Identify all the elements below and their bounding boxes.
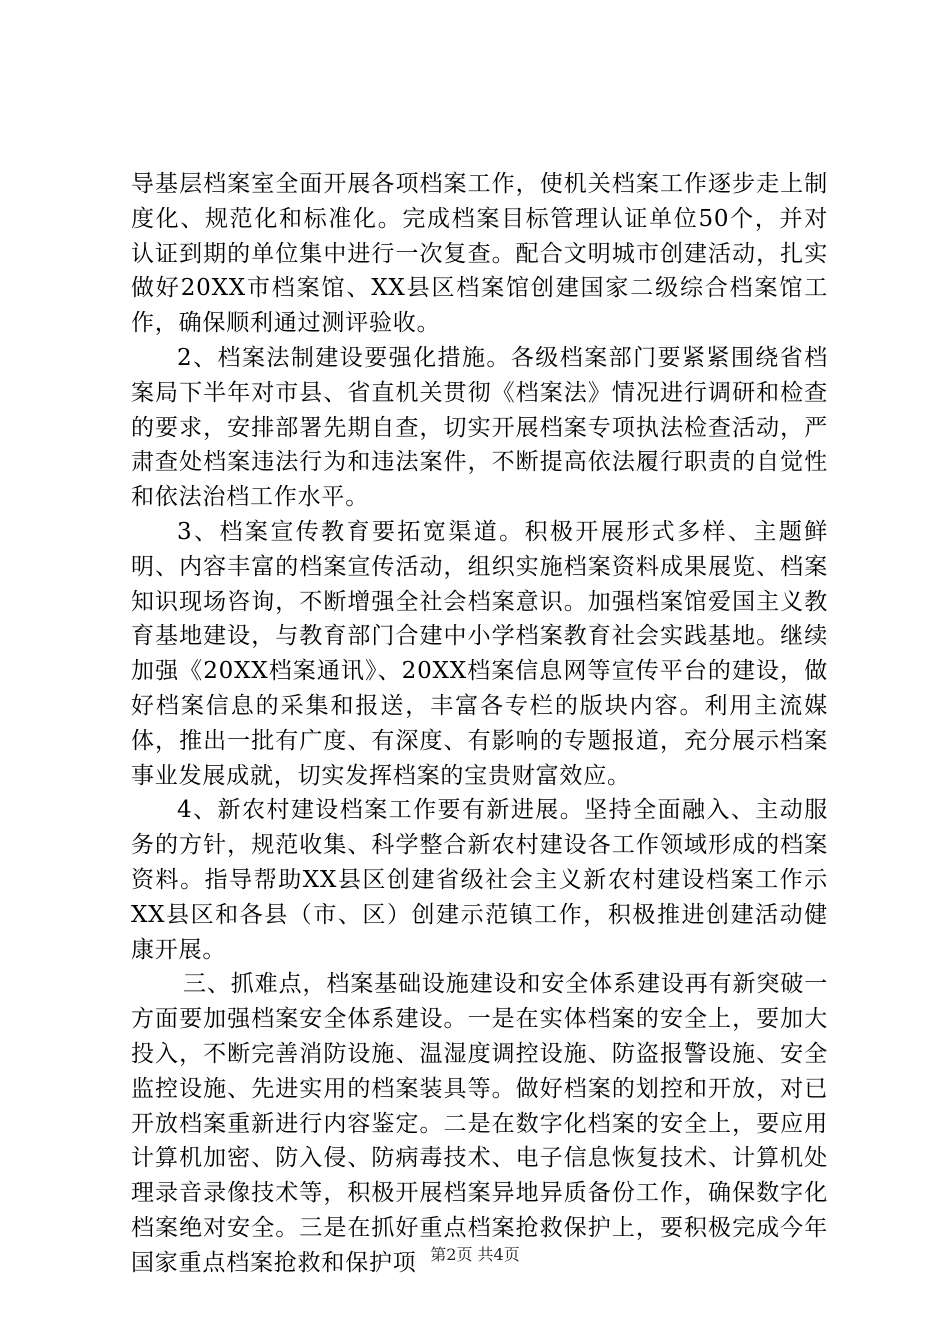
paragraph-item-3: 3、档案宣传教育要拓宽渠道。积极开展形式多样、主题鲜明、内容丰富的档案宣传活动，组织实施档案资料成果展览、档案知识现场咨询，不断增强全社会档案意识。加强档案馆爱国主义教育基地建设，与教育部门合建中小学档案教育社会实践基地。继续加强《20XX档案通讯》、20XX档案信息网等宣传平台的建设，做好档案信息的采集和报送，丰富各专栏的版块内容。利用主流媒体，推出一批有广度、有深度、有影响的专题报道，充分展示档案事业发展成就，切实发挥档案的宝贵财富效应。: [131, 518, 828, 789]
paragraph-item-4: 4、新农村建设档案工作要有新进展。坚持全面融入、主动服务的方针，规范收集、科学整合新农村建设各工作领域形成的档案资料。指导帮助XX县区创建省级社会主义新农村建设档案工作示XX县区和各县（市、区）创建示范镇工作，积极推进创建活动健康开展。: [131, 797, 828, 963]
paragraph-item-2: 2、档案法制建设要强化措施。各级档案部门要紧紧围绕省档案局下半年对市县、省直机关贯彻《档案法》情况进行调研和检查的要求，安排部署先期自查，切实开展档案专项执法检查活动，严肃查处档案违法行为和违法案件，不断提高依法履行职责的自觉性和依法治档工作水平。: [131, 344, 828, 511]
document-body: [131, 167, 828, 1281]
page-footer: [0, 1245, 950, 1265]
paragraph-continuation: 导基层档案室全面开展各项档案工作，使机关档案工作逐步走上制度化、规范化和标准化。完成档案目标管理认证单位50个，并对认证到期的单位集中进行一次复查。配合文明城市创建活动，扎实做好20XX市档案馆、XX县区档案馆创建国家二级综合档案馆工作，确保顺利通过测评验收。: [131, 171, 828, 337]
paragraph-section-3: 三、抓难点，档案基础设施建设和安全体系建设再有新突破一方面要加强档案安全体系建设。一是在实体档案的安全上，要加大投入，不断完善消防设施、温湿度调控设施、防盗报警设施、安全监控设施、先进实用的档案装具等。做好档案的划控和开放，对已开放档案重新进行内容鉴定。二是在数字化档案的安全上，要应用计算机加密、防入侵、防病毒技术、电子信息恢复技术、计算机处理录音录像技术等，积极开展档案异地异质备份工作，确保数字化档案绝对安全。三是在抓好重点档案抢救保护上，要积极完成今年国家重点档案抢救和保护项: [131, 971, 828, 1276]
page-number-label: 第2页 共4页: [430, 1245, 520, 1264]
